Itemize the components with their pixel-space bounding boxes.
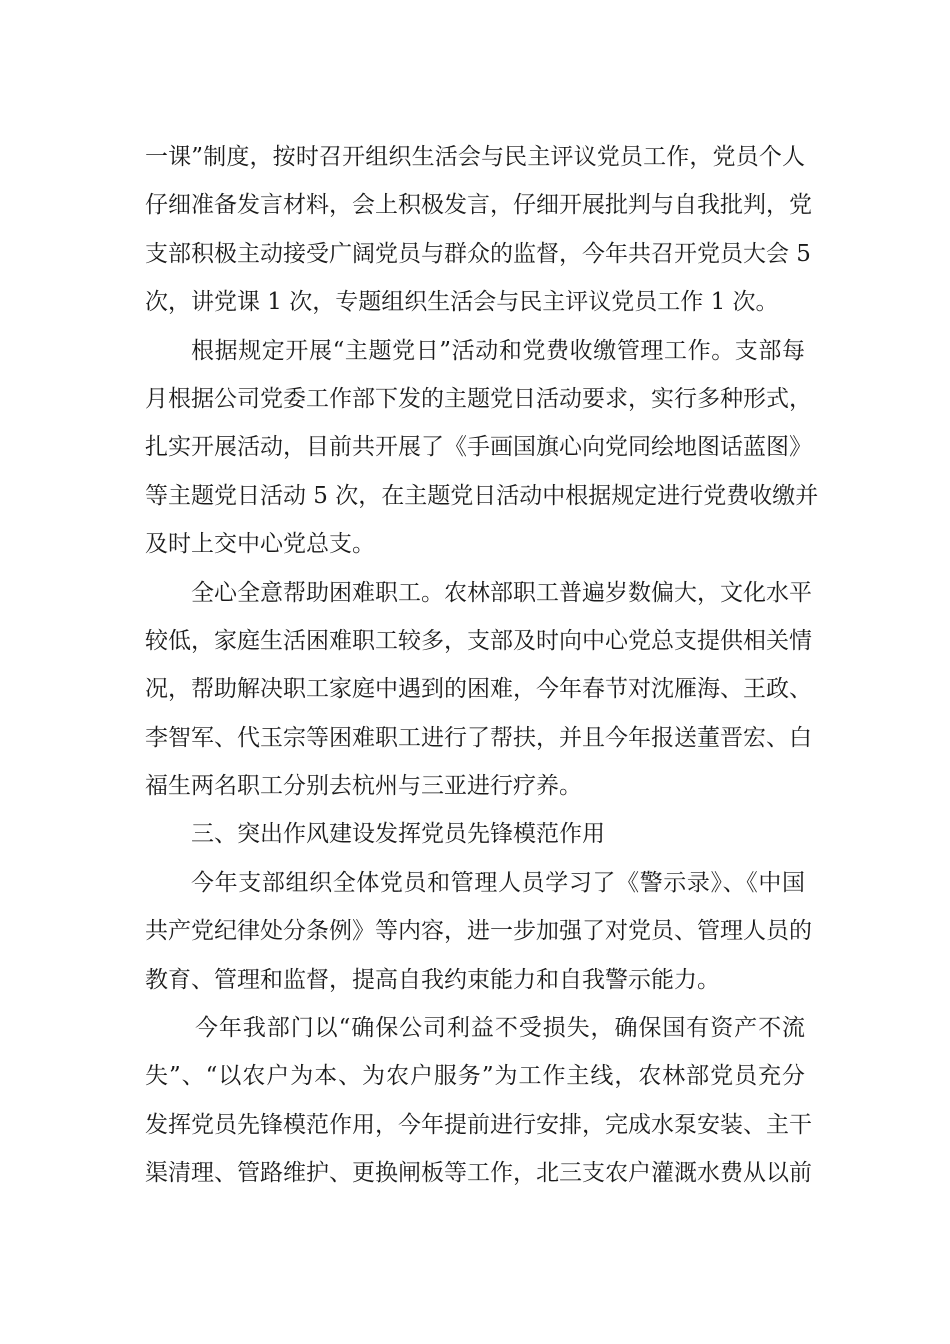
text-line: 月根据公司党委工作部下发的主题党日活动要求，实行多种形式， <box>145 385 812 412</box>
text-line: 及时上交中心党总支。 <box>145 531 375 558</box>
text-line: 根据规定开展“主题党日”活动和党费收缴管理工作。支部每 <box>191 337 805 364</box>
text-line: 全心全意帮助困难职工。农林部职工普遍岁数偏大，文化水平 <box>191 579 812 606</box>
text-line: 等主题党日活动 5 次，在主题党日活动中根据规定进行党费收缴并 <box>145 482 819 509</box>
text-line: 共产党纪律处分条例》等内容，进一步加强了对党员、管理人员的 <box>145 918 812 945</box>
text-line: 教育、管理和监督，提高自我约束能力和自我警示能力。 <box>145 966 720 993</box>
text-line: 扎实开展活动，目前共开展了《手画国旗心向党同绘地图话蓝图》 <box>145 434 812 461</box>
text-line: 福生两名职工分别去杭州与三亚进行疗养。 <box>145 773 582 800</box>
text-line: 支部积极主动接受广阔党员与群众的监督，今年共召开党员大会 5 <box>145 240 811 267</box>
text-line: 较低，家庭生活困难职工较多，支部及时向中心党总支提供相关情 <box>145 627 812 654</box>
text-line: 发挥党员先锋模范作用，今年提前进行安排，完成水泵安装、主干 <box>145 1111 812 1138</box>
text-line: 次，讲党课 1 次，专题组织生活会与民主评议党员工作 1 次。 <box>145 289 779 316</box>
section-heading: 三、突出作风建设发挥党员先锋模范作用 <box>191 821 605 848</box>
text-line: 李智军、代玉宗等困难职工进行了帮扶，并且今年报送董晋宏、白 <box>145 724 812 751</box>
text-line: 今年我部门以“确保公司利益不受损失，确保国有资产不流 <box>195 1015 805 1042</box>
body-text <box>145 133 819 1198</box>
text-line: 渠清理、管路维护、更换闸板等工作，北三支农户灌溉水费从以前 <box>145 1160 812 1187</box>
text-line: 今年支部组织全体党员和管理人员学习了《警示录》、《中国 <box>191 869 805 896</box>
text-line: 失”、“以农户为本、为农户服务”为工作主线，农林部党员充分 <box>145 1063 805 1090</box>
text-line: 仔细准备发言材料，会上积极发言，仔细开展批判与自我批判，党 <box>145 192 812 219</box>
text-line: 一课”制度，按时召开组织生活会与民主评议党员工作，党员个人 <box>145 144 805 170</box>
text-line: 况，帮助解决职工家庭中遇到的困难，今年春节对沈雁海、王政、 <box>145 676 812 703</box>
